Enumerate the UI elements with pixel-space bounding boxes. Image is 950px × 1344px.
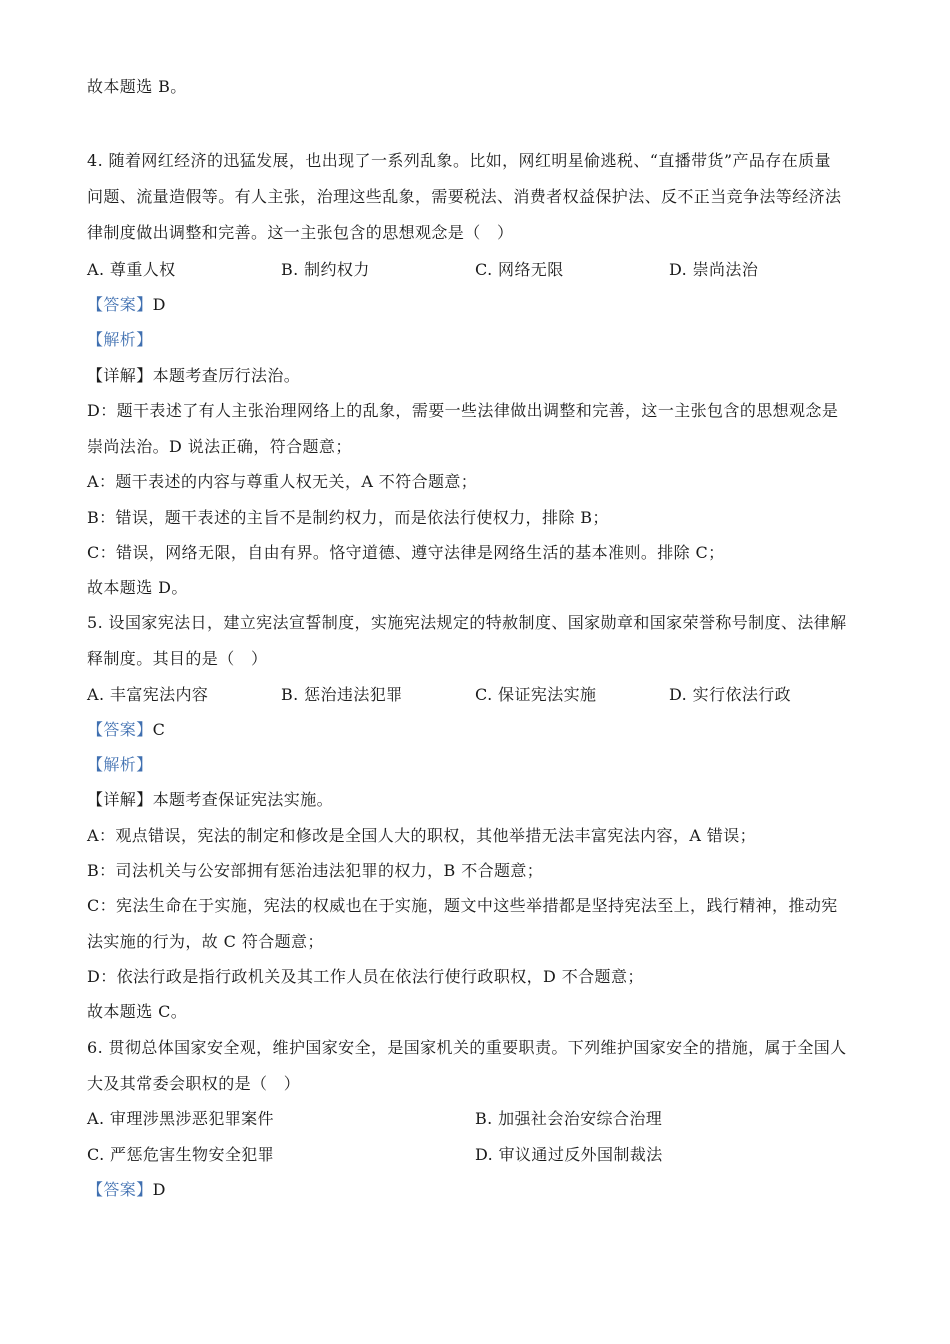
q5-detail-line-3: B：司法机关与公安部拥有惩治违法犯罪的权力，B 不合题意； [87,861,544,880]
q6-option-b: B. 加强社会治安综合治理 [475,1109,663,1128]
q5-answer [87,719,165,741]
q4-option-d: D. 崇尚法治 [669,260,759,279]
q4-answer [87,294,166,316]
q6-option-c: C. 严惩危害生物安全犯罪 [87,1145,275,1164]
q5-stem-line-1: 5. 设国家宪法日，建立宪法宣誓制度，实施宪法规定的特赦制度、国家勋章和国家荣誉称号制度、法律解 [87,613,847,632]
q4-detail-line-2: D：题干表述了有人主张治理网络上的乱象，需要一些法律做出调整和完善，这一主张包含的思想观念是 [87,401,839,420]
q5-detail-line-4: C：宪法生命在于实施，宪法的权威也在于实施，题文中这些举措都是坚持宪法至上，践行精神，推动宪 [87,896,838,915]
q6-stem-line-1: 6. 贯彻总体国家安全观，维护国家安全，是国家机关的重要职责。下列维护国家安全的措施，属于全国人 [87,1038,847,1057]
q5-option-a: A. 丰富宪法内容 [87,685,209,704]
q4-option-c: C. 网络无限 [475,260,564,279]
q5-option-d: D. 实行依法行政 [669,685,792,704]
q4-stem-line-1: 4. 随着网红经济的迅猛发展，也出现了一系列乱象。比如，网红明星偷逃税、“直播带货”产品存在质量 [87,151,831,170]
q4-detail-line-5: B：错误，题干表述的主旨不是制约权力，而是依法行使权力，排除 B； [87,508,609,527]
q5-detail-line-7: 故本题选 C。 [87,1002,188,1021]
q4-analysis-label: 【解析】 [87,330,153,349]
q4-detail-line-1: 【详解】本题考查厉行法治。 [87,366,301,385]
q5-analysis-label: 【解析】 [87,755,153,774]
q5-option-b: B. 惩治违法犯罪 [281,685,403,704]
q5-stem-line-2: 释制度。其目的是（ ） [87,649,268,668]
q4-option-b: B. 制约权力 [281,260,370,279]
q5-answer-label: 【答案】 [87,720,153,739]
q4-detail-line-6: C：错误，网络无限，自由有界。恪守道德、遵守法律是网络生活的基本准则。排除 C； [87,543,725,562]
q6-option-a: A. 审理涉黑涉恶犯罪案件 [87,1109,274,1128]
q5-detail-line-6: D：依法行政是指行政机关及其工作人员在依法行使行政职权，D 不合题意； [87,967,644,986]
q6-stem-line-2: 大及其常委会职权的是（ ） [87,1074,301,1093]
q6-answer [87,1179,166,1201]
q6-answer-label: 【答案】 [87,1180,153,1199]
q5-detail-line-1: 【详解】本题考查保证宪法实施。 [87,790,334,809]
q4-stem-line-2: 问题、流量造假等。有人主张，治理这些乱象，需要税法、消费者权益保护法、反不正当竞争法等经济法 [87,187,842,206]
q4-detail-line-3: 崇尚法治。D 说法正确，符合题意； [87,437,352,456]
q4-stem-line-3: 律制度做出调整和完善。这一主张包含的思想观念是（ ） [87,223,514,242]
q5-answer-value: C [152,720,166,739]
q6-option-d: D. 审议通过反外国制裁法 [475,1145,663,1164]
q4-answer-value: D [152,295,166,314]
q5-option-c: C. 保证宪法实施 [475,685,597,704]
q4-answer-label: 【答案】 [87,295,153,314]
q4-option-a: A. 尊重人权 [87,260,176,279]
q6-answer-value: D [152,1180,166,1199]
q5-detail-line-5: 法实施的行为，故 C 符合题意； [87,932,324,951]
q4-detail-line-7: 故本题选 D。 [87,578,188,597]
q5-detail-line-2: A：观点错误，宪法的制定和修改是全国人大的职权，其他举措无法丰富宪法内容，A 错误； [87,826,756,845]
q4-detail-line-4: A：题干表述的内容与尊重人权无关，A 不符合题意； [87,472,478,491]
previous-conclusion: 故本题选 B。 [87,77,187,96]
